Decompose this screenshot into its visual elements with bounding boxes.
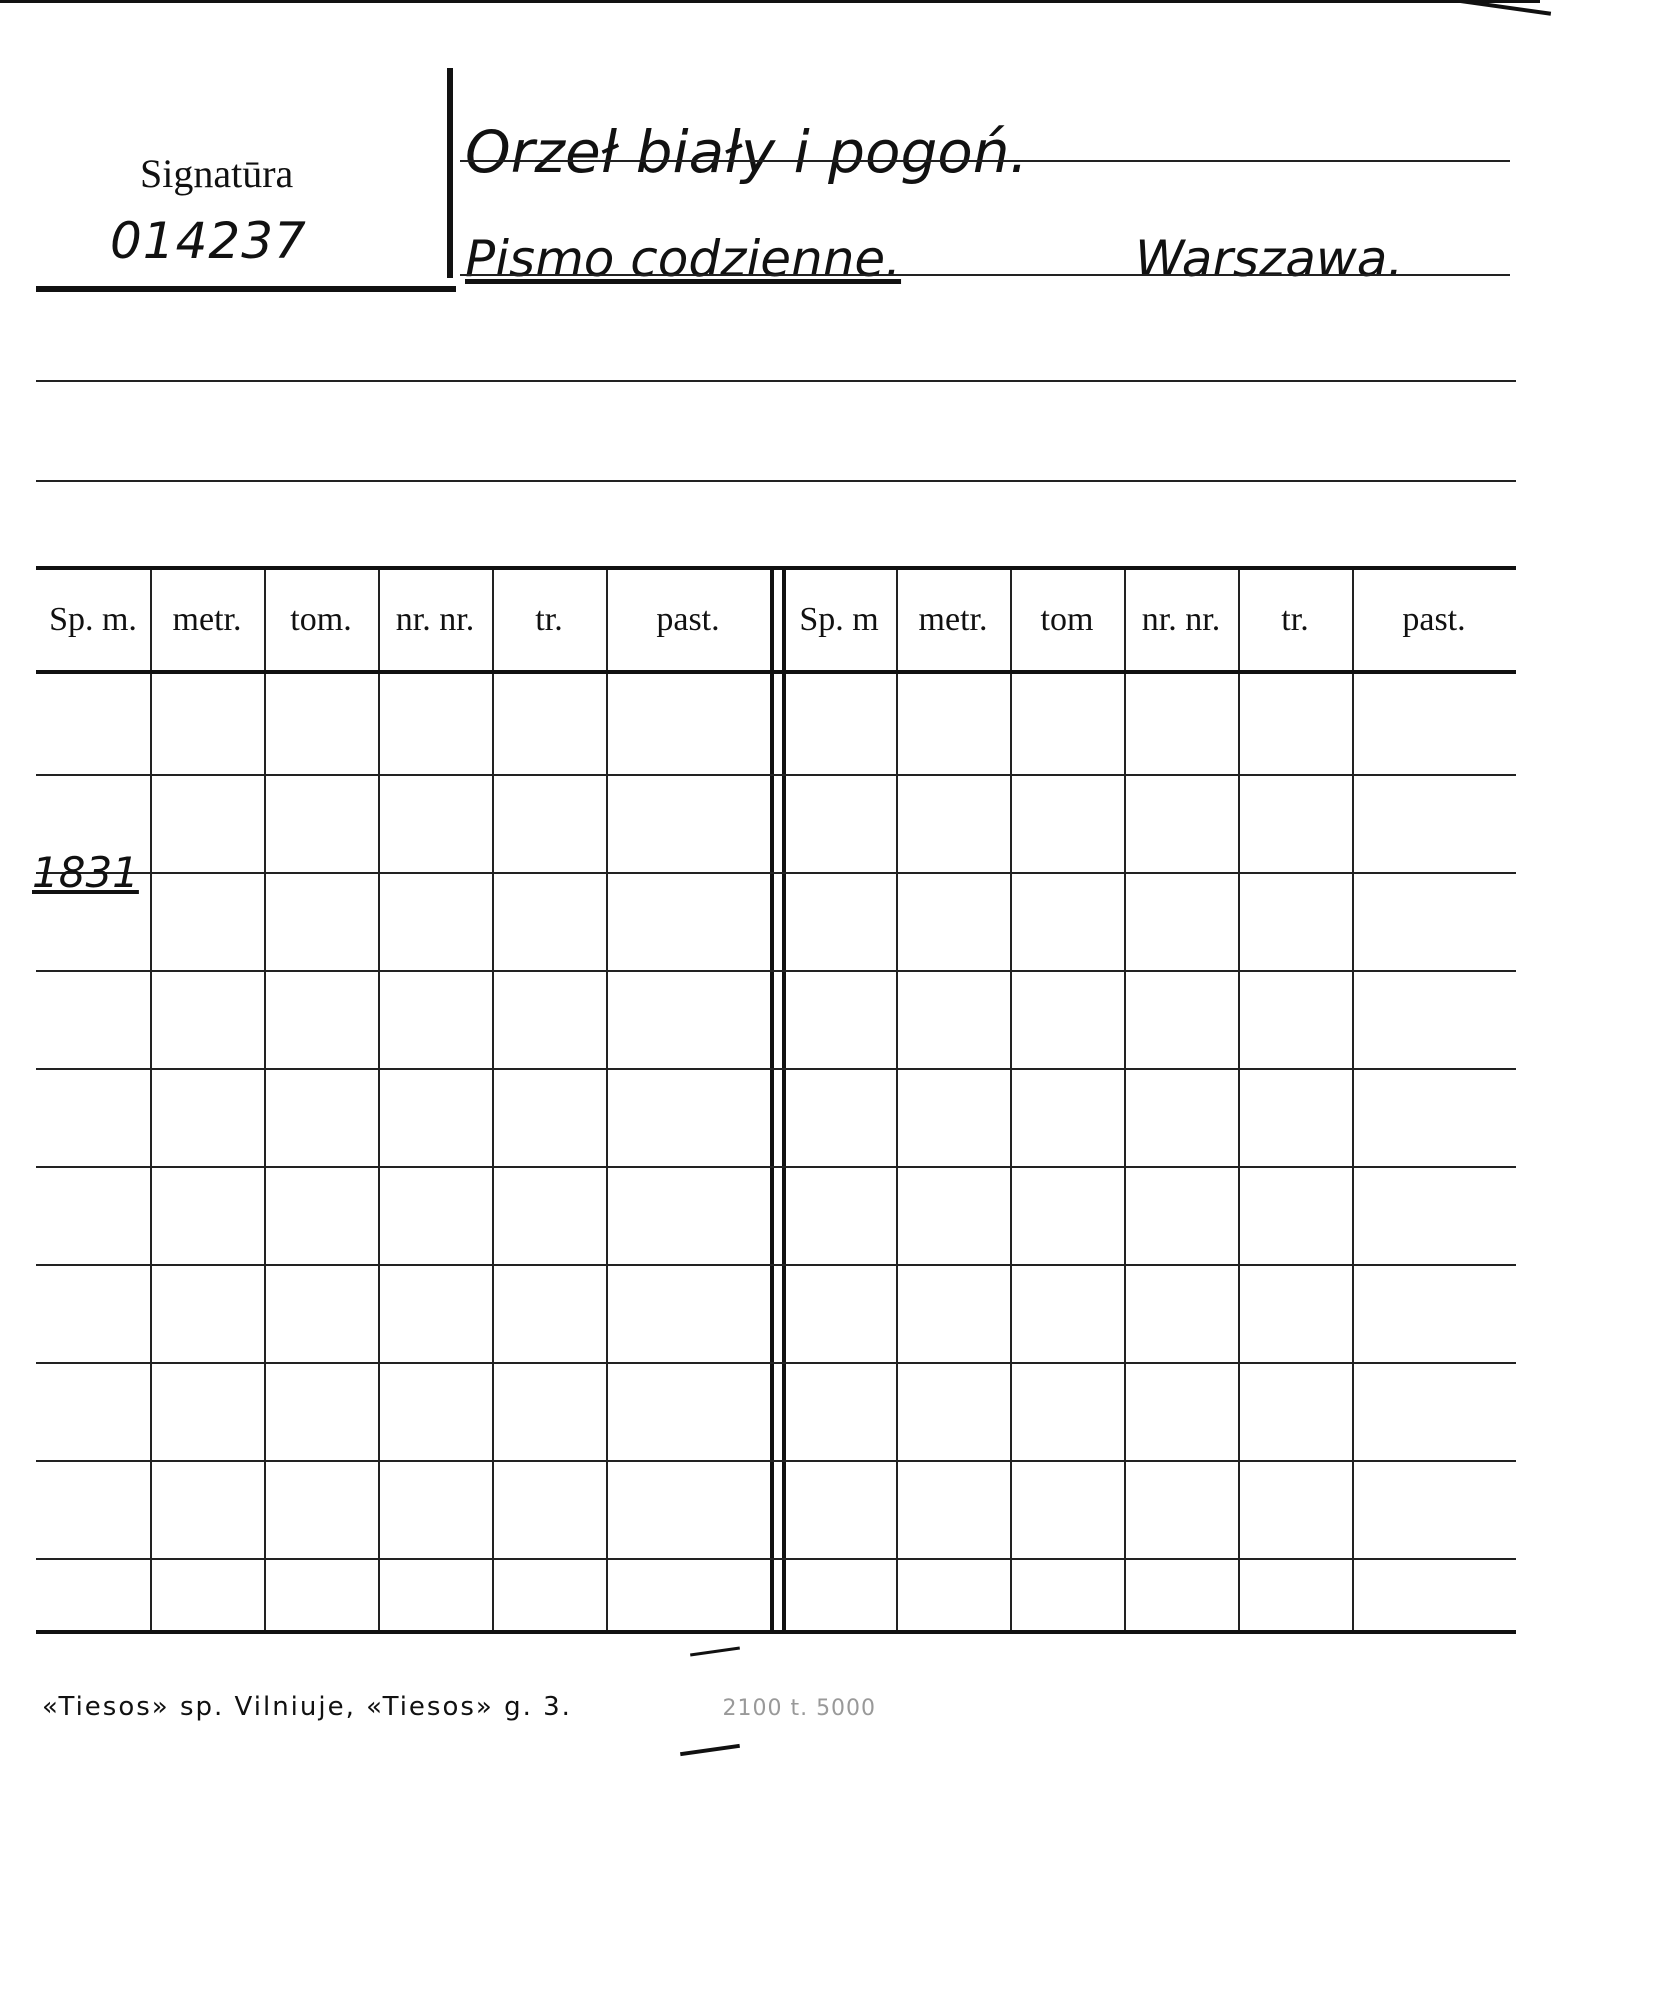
publication-subtitle: Pismo codzienne. [465,230,902,288]
row-rule [36,1264,1516,1266]
col-header-past: past. [656,601,720,638]
signature-label: Signatūra [140,151,294,196]
imprint-text: «Tiesos» sp. Vilniuje, «Tiesos» g. 3. [42,1692,572,1722]
col-header-tom: tom. [290,601,352,638]
publication-title: Orzeł biały i pogoń. [465,118,1028,186]
col-rule [150,570,152,1630]
header-divider [447,68,453,278]
row-rule [36,872,1516,874]
blank-line-2 [36,480,1516,482]
signature-value: 014237 [110,212,307,270]
col-header-metr: metr. [172,601,242,638]
col-header-tr-right: tr. [1281,601,1309,638]
col-rule [1352,570,1354,1630]
scratch-mark [690,1647,740,1657]
col-header-sp-m-right: Sp. m [799,601,879,638]
col-header-nr-nr-right: nr. nr. [1141,601,1221,638]
col-header-sp-m: Sp. m. [49,601,137,638]
col-header-nr-nr: nr. nr. [395,601,475,638]
col-rule [606,570,608,1630]
row-rule [36,1166,1516,1168]
col-rule [1010,570,1012,1630]
printer-imprint [42,1692,876,1722]
row-rule [36,1558,1516,1560]
col-header-tr: tr. [535,601,563,638]
col-rule [492,570,494,1630]
col-rule [896,570,898,1630]
scratch-mark [680,1744,740,1756]
subtitle-underline [460,274,1510,276]
title-underline [460,160,1510,162]
holdings-table [36,570,1516,1630]
center-double-rule [770,570,786,1630]
col-header-metr-right: metr. [918,601,988,638]
signature-underline [36,286,456,292]
row-rule [36,970,1516,972]
row-rule [36,1362,1516,1364]
col-rule [264,570,266,1630]
col-rule [1124,570,1126,1630]
row-rule [36,774,1516,776]
col-header-past-right: past. [1402,601,1466,638]
row-rule [36,1068,1516,1070]
table-bottom-border [36,1630,1516,1634]
blank-line-1 [36,380,1516,382]
col-header-tom-right: tom [1040,601,1094,638]
year-entry: 1831 [32,848,139,897]
torn-top-edge [0,0,1540,3]
torn-corner [1439,0,1551,36]
row-rule [36,1460,1516,1462]
header-bottom-rule [36,670,1516,674]
publication-city: Warszawa. [1135,230,1404,288]
col-rule [378,570,380,1630]
col-rule [1238,570,1240,1630]
imprint-faint-text: 2100 t. 5000 [722,1696,877,1721]
